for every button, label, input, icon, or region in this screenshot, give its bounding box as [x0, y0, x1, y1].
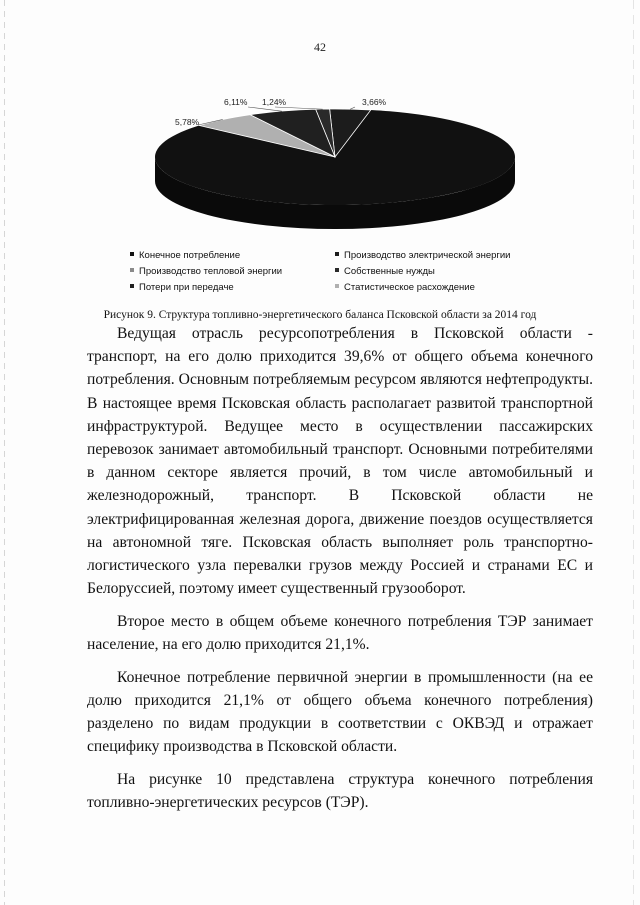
legend-swatch [130, 252, 134, 256]
scan-edge-right [633, 0, 634, 905]
pie-data-label: 1,24% [262, 97, 287, 107]
body-text [87, 322, 593, 814]
scan-edge-left [4, 0, 5, 905]
paragraph: На рисунке 10 представлена структура конечного потребления топливно-энергетических ресурсов (ТЭР). [87, 770, 593, 811]
legend-swatch [130, 284, 134, 288]
pie-data-label: 6,11% [224, 97, 248, 107]
legend-item-electricity [335, 250, 510, 261]
legend-label: Потери при передаче [139, 282, 234, 293]
legend-swatch [130, 268, 134, 272]
legend-label: Производство электрической энергии [344, 250, 511, 261]
legend-label: Производство тепловой энергии [139, 266, 283, 277]
legend-item-losses [130, 282, 234, 293]
legend-item-heat [130, 266, 282, 277]
legend-label: Статистическое расхождение [344, 282, 475, 293]
legend-label: Собственные нужды [344, 266, 435, 277]
pie-data-label: 3,66% [362, 97, 387, 107]
legend-item-own-needs [335, 266, 435, 277]
pie-leader-line [248, 107, 282, 111]
paragraph: Второе место в общем объеме конечного потребления ТЭР занимает население, на его долю приходится 21,1%. [87, 612, 593, 653]
legend-swatch [335, 284, 339, 288]
page-number: 42 [314, 40, 326, 54]
paragraph: Ведущая отрасль ресурсопотребления в Псковской области - транспорт, на его долю приходится 39,6% от общего объема конечного потребления. Основным потребляемым ресурсом являются нефтепродукты. В настоящее время Псковская область располагает развитой транспортной инфраструктурой. Ведущее место в осуществлении пассажирских перевозок занимает автомобильный транспорт. Основными потребителями в данном секторе является прочий, в том числе автомобильный и железнодорожный, транспорт. В Псковской области не электрифицированная железная дорога, движение поездов осуществляется на автономной тяге. Псковская область выполняет роль транспортно-логистического узла перевалки грузов между Россией и странами ЕС и Белоруссией, поэтому имеет существенный грузооборот. [87, 325, 593, 598]
legend-swatch [335, 252, 339, 256]
pie-chart-svg [100, 95, 570, 245]
legend-item-statistical-discrepancy [335, 282, 475, 293]
legend-swatch [335, 268, 339, 272]
pie-data-label: 5,78% [175, 117, 200, 127]
paragraph: Конечное потребление первичной энергии в промышленности (на ее долю приходится 21,1% от общего объема конечного потребления) разделено по видам продукции в соответствии с ОКВЭД и отражает специфику производства в Псковской области. [87, 668, 593, 756]
legend-label: Конечное потребление [139, 250, 241, 261]
legend-item-final-consumption [130, 250, 240, 261]
pie-leader-line [275, 107, 323, 109]
figure-caption: Рисунок 9. Структура топливно-энергетического баланса Псковской области за 2014 год [103, 309, 537, 321]
pie-chart [100, 95, 570, 245]
